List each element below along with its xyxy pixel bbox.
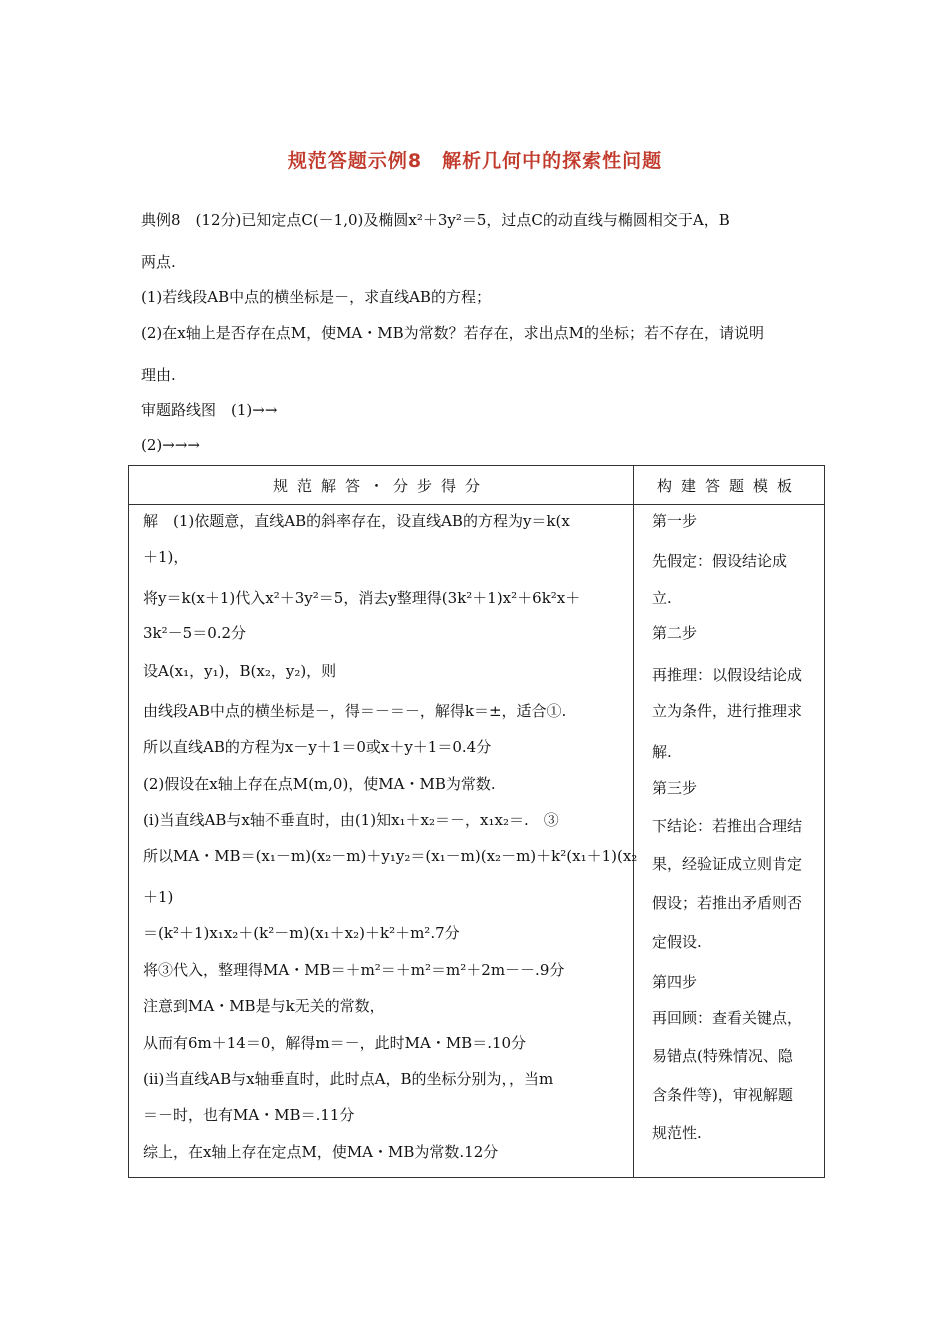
problem-statement-line-1: 典例8 (12分)已知定点C(－1,0)及椭圆x²＋3y²＝5，过点C的动直线与椭圆相交于A，B — [141, 211, 730, 229]
solution-line: 将y＝k(x＋1)代入x²＋3y²＝5，消去y整理得(3k²＋1)x²＋6k²x＋ — [143, 589, 581, 607]
page-title: 规范答题示例8 解析几何中的探索性问题 — [287, 150, 663, 172]
solution-line: 从而有6m＋14＝0，解得m＝－，此时MA・MB＝.10分 — [143, 1034, 527, 1052]
template-line: 第一步 — [652, 512, 698, 530]
template-line: 易错点(特殊情况、隐 — [652, 1047, 793, 1065]
template-line: 再推理：以假设结论成 — [652, 666, 803, 684]
solution-line: 综上，在x轴上存在定点M，使MA・MB为常数.12分 — [143, 1143, 499, 1161]
template-line: 再回顾：查看关键点， — [652, 1009, 803, 1027]
header-standard-solution: 规范解答・分步得分 — [129, 466, 634, 505]
question-2-line-1: (2)在x轴上是否存在点M，使MA・MB为常数？若存在，求出点M的坐标；若不存在，请说明 — [141, 324, 765, 342]
template-line: 下结论：若推出合理结 — [652, 817, 803, 835]
template-line: 立. — [652, 589, 672, 607]
solution-cell — [129, 505, 638, 1178]
solution-line: (ⅰ)当直线AB与x轴不垂直时，由(1)知x₁＋x₂＝－，x₁x₂＝. ③ — [143, 811, 559, 829]
solution-line: 设A(x₁，y₁)，B(x₂，y₂)，则 — [143, 662, 337, 680]
template-line: 立为条件，进行推理求 — [652, 702, 803, 720]
question-1: (1)若线段AB中点的横坐标是－，求直线AB的方程； — [141, 288, 491, 306]
solution-line: ＋1) — [143, 888, 174, 906]
solution-line: ＝－时，也有MA・MB＝.11分 — [143, 1106, 355, 1124]
template-line: 含条件等)，审视解题 — [652, 1086, 793, 1104]
solution-line: (ⅱ)当直线AB与x轴垂直时，此时点A，B的坐标分别为，，当m — [143, 1070, 554, 1088]
problem-statement-line-2: 两点. — [141, 253, 176, 271]
solution-line: 由线段AB中点的横坐标是－，得＝－＝－，解得k＝±，适合①. — [143, 702, 567, 720]
solution-line: 解 (1)依题意，直线AB的斜率存在，设直线AB的方程为y＝k(x — [143, 512, 570, 530]
template-line: 定假设. — [652, 933, 702, 951]
solution-line: 将③代入，整理得MA・MB＝＋m²＝＋m²＝m²＋2m－－.9分 — [143, 961, 565, 979]
template-line: 假设；若推出矛盾则否 — [652, 894, 803, 912]
template-cell — [634, 505, 825, 1178]
solution-route-2: (2)→→→ — [141, 436, 200, 454]
template-line: 果，经验证成立则肯定 — [652, 855, 803, 873]
template-line: 解. — [652, 743, 672, 761]
template-line: 第四步 — [652, 973, 698, 991]
solution-line: (2)假设在x轴上存在点M(m,0)，使MA・MB为常数. — [143, 775, 496, 793]
template-line: 先假定：假设结论成 — [652, 552, 788, 570]
solution-line: 3k²－5＝0.2分 — [143, 624, 247, 642]
header-answer-template: 构建答题模板 — [634, 466, 825, 505]
solution-line: ＝(k²＋1)x₁x₂＋(k²－m)(x₁＋x₂)＋k²＋m².7分 — [143, 924, 460, 942]
solution-table — [128, 465, 825, 1178]
solution-line: 所以直线AB的方程为x－y＋1＝0或x＋y＋1＝0.4分 — [143, 738, 492, 756]
template-line: 第二步 — [652, 624, 698, 642]
solution-line: 注意到MA・MB是与k无关的常数， — [143, 997, 385, 1015]
template-line: 规范性. — [652, 1124, 702, 1142]
template-line: 第三步 — [652, 779, 698, 797]
solution-route-1: 审题路线图 (1)→→ — [141, 401, 278, 419]
question-2-line-2: 理由. — [141, 366, 176, 384]
solution-line: ＋1)， — [143, 548, 189, 566]
solution-line: 所以MA・MB＝(x₁－m)(x₂－m)＋y₁y₂＝(x₁－m)(x₂－m)＋k²(x₁＋1)(x₂ — [143, 847, 638, 865]
